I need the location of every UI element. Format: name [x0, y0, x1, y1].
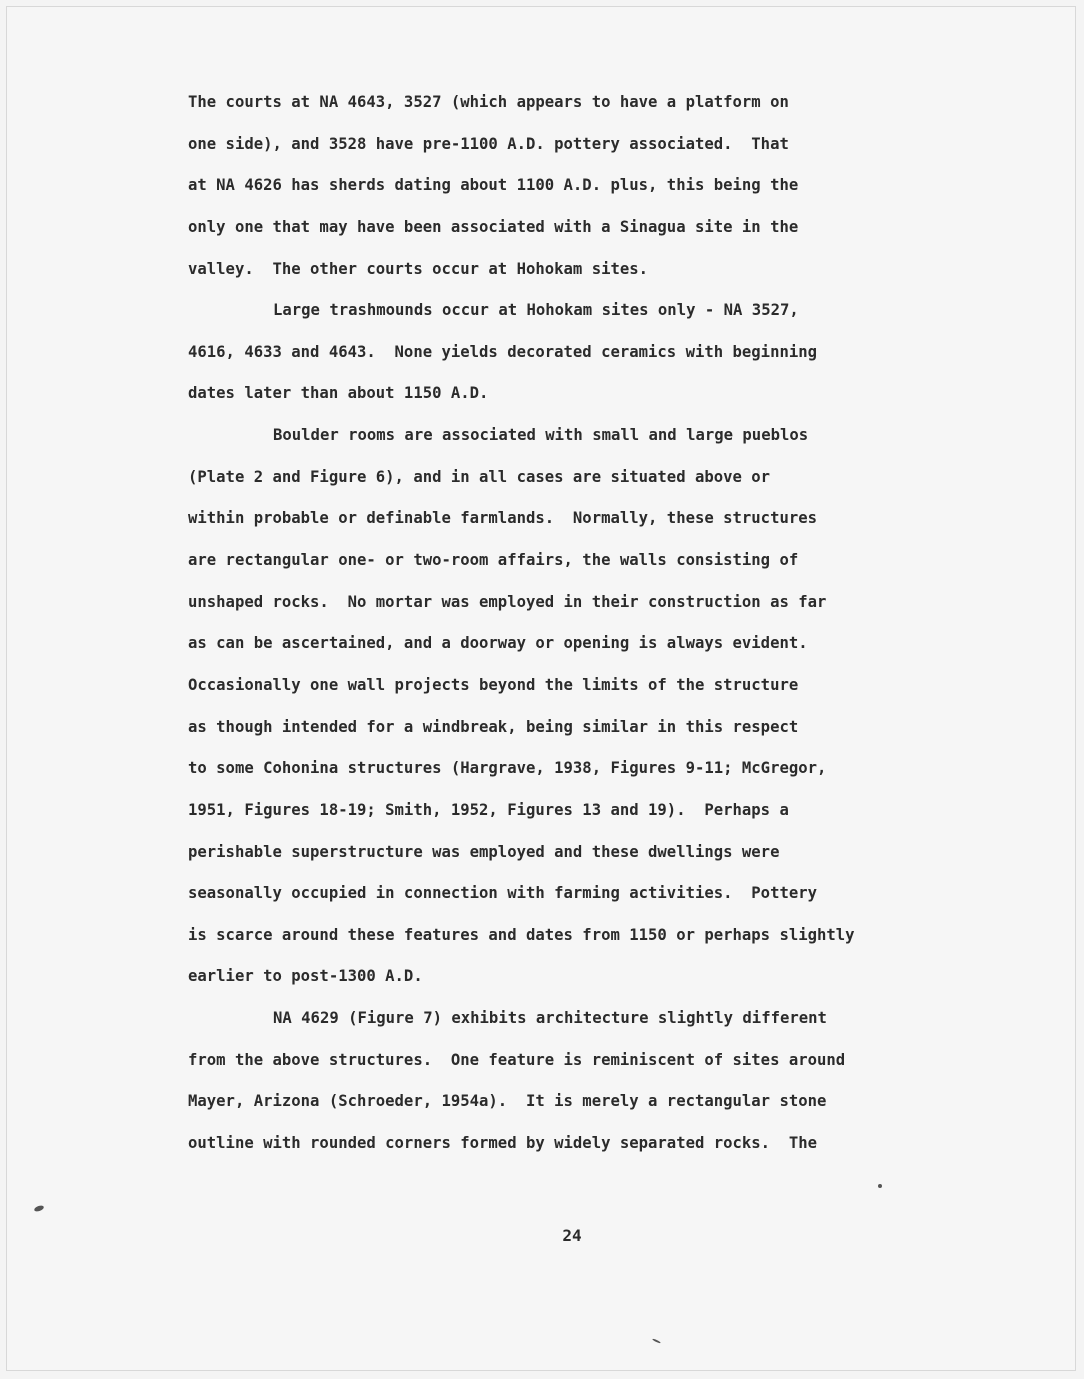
- text-line: Large trashmounds occur at Hohokam sites only - NA 3527,: [273, 301, 799, 320]
- paragraph-trashmounds: [188, 290, 968, 415]
- text-line: within probable or definable farmlands. Normally, these structures: [188, 509, 818, 528]
- text-line: Boulder rooms are associated with small and large pueblos: [273, 426, 809, 445]
- text-line: perishable superstructure was employed and these dwellings were: [188, 842, 780, 861]
- text-line: at NA 4626 has sherds dating about 1100 A.D. plus, this being the: [188, 176, 799, 195]
- scan-speck: [878, 1184, 882, 1188]
- text-line: seasonally occupied in connection with farming activities. Pottery: [188, 884, 818, 903]
- paragraph-boulder-rooms: [188, 415, 968, 998]
- text-line: outline with rounded corners formed by widely separated rocks. The: [188, 1134, 818, 1153]
- paragraph-courts: [188, 82, 968, 290]
- text-line: are rectangular one- or two-room affairs, the walls consisting of: [188, 551, 799, 570]
- text-line: earlier to post-1300 A.D.: [188, 967, 423, 986]
- text-line: 4616, 4633 and 4643. None yields decorated ceramics with beginning: [188, 342, 818, 361]
- text-line: only one that may have been associated with a Sinagua site in the: [188, 217, 799, 236]
- text-line: Mayer, Arizona (Schroeder, 1954a). It is merely a rectangular stone: [188, 1092, 827, 1111]
- paragraph-na-4629: [188, 998, 968, 1165]
- text-line: is scarce around these features and dates from 1150 or perhaps slightly: [188, 925, 855, 944]
- page-number: 24: [562, 1226, 582, 1245]
- body-text: [188, 82, 968, 1165]
- text-line: (Plate 2 and Figure 6), and in all cases are situated above or: [188, 467, 771, 486]
- text-line: Occasionally one wall projects beyond the limits of the structure: [188, 675, 799, 694]
- text-line: 1951, Figures 18-19; Smith, 1952, Figures 13 and 19). Perhaps a: [188, 800, 789, 819]
- text-line: NA 4629 (Figure 7) exhibits architecture slightly different: [273, 1009, 827, 1028]
- text-line: valley. The other courts occur at Hohokam sites.: [188, 259, 649, 278]
- text-line: to some Cohonina structures (Hargrave, 1938, Figures 9-11; McGregor,: [188, 759, 827, 778]
- text-line: dates later than about 1150 A.D.: [188, 384, 489, 403]
- text-line: one side), and 3528 have pre-1100 A.D. pottery associated. That: [188, 134, 789, 153]
- text-line: as though intended for a windbreak, being similar in this respect: [188, 717, 799, 736]
- text-line: The courts at NA 4643, 3527 (which appears to have a platform on: [188, 93, 789, 111]
- text-line: as can be ascertained, and a doorway or opening is always evident.: [188, 634, 808, 653]
- text-line: from the above structures. One feature is reminiscent of sites around: [188, 1050, 846, 1069]
- text-line: unshaped rocks. No mortar was employed in their construction as far: [188, 592, 827, 611]
